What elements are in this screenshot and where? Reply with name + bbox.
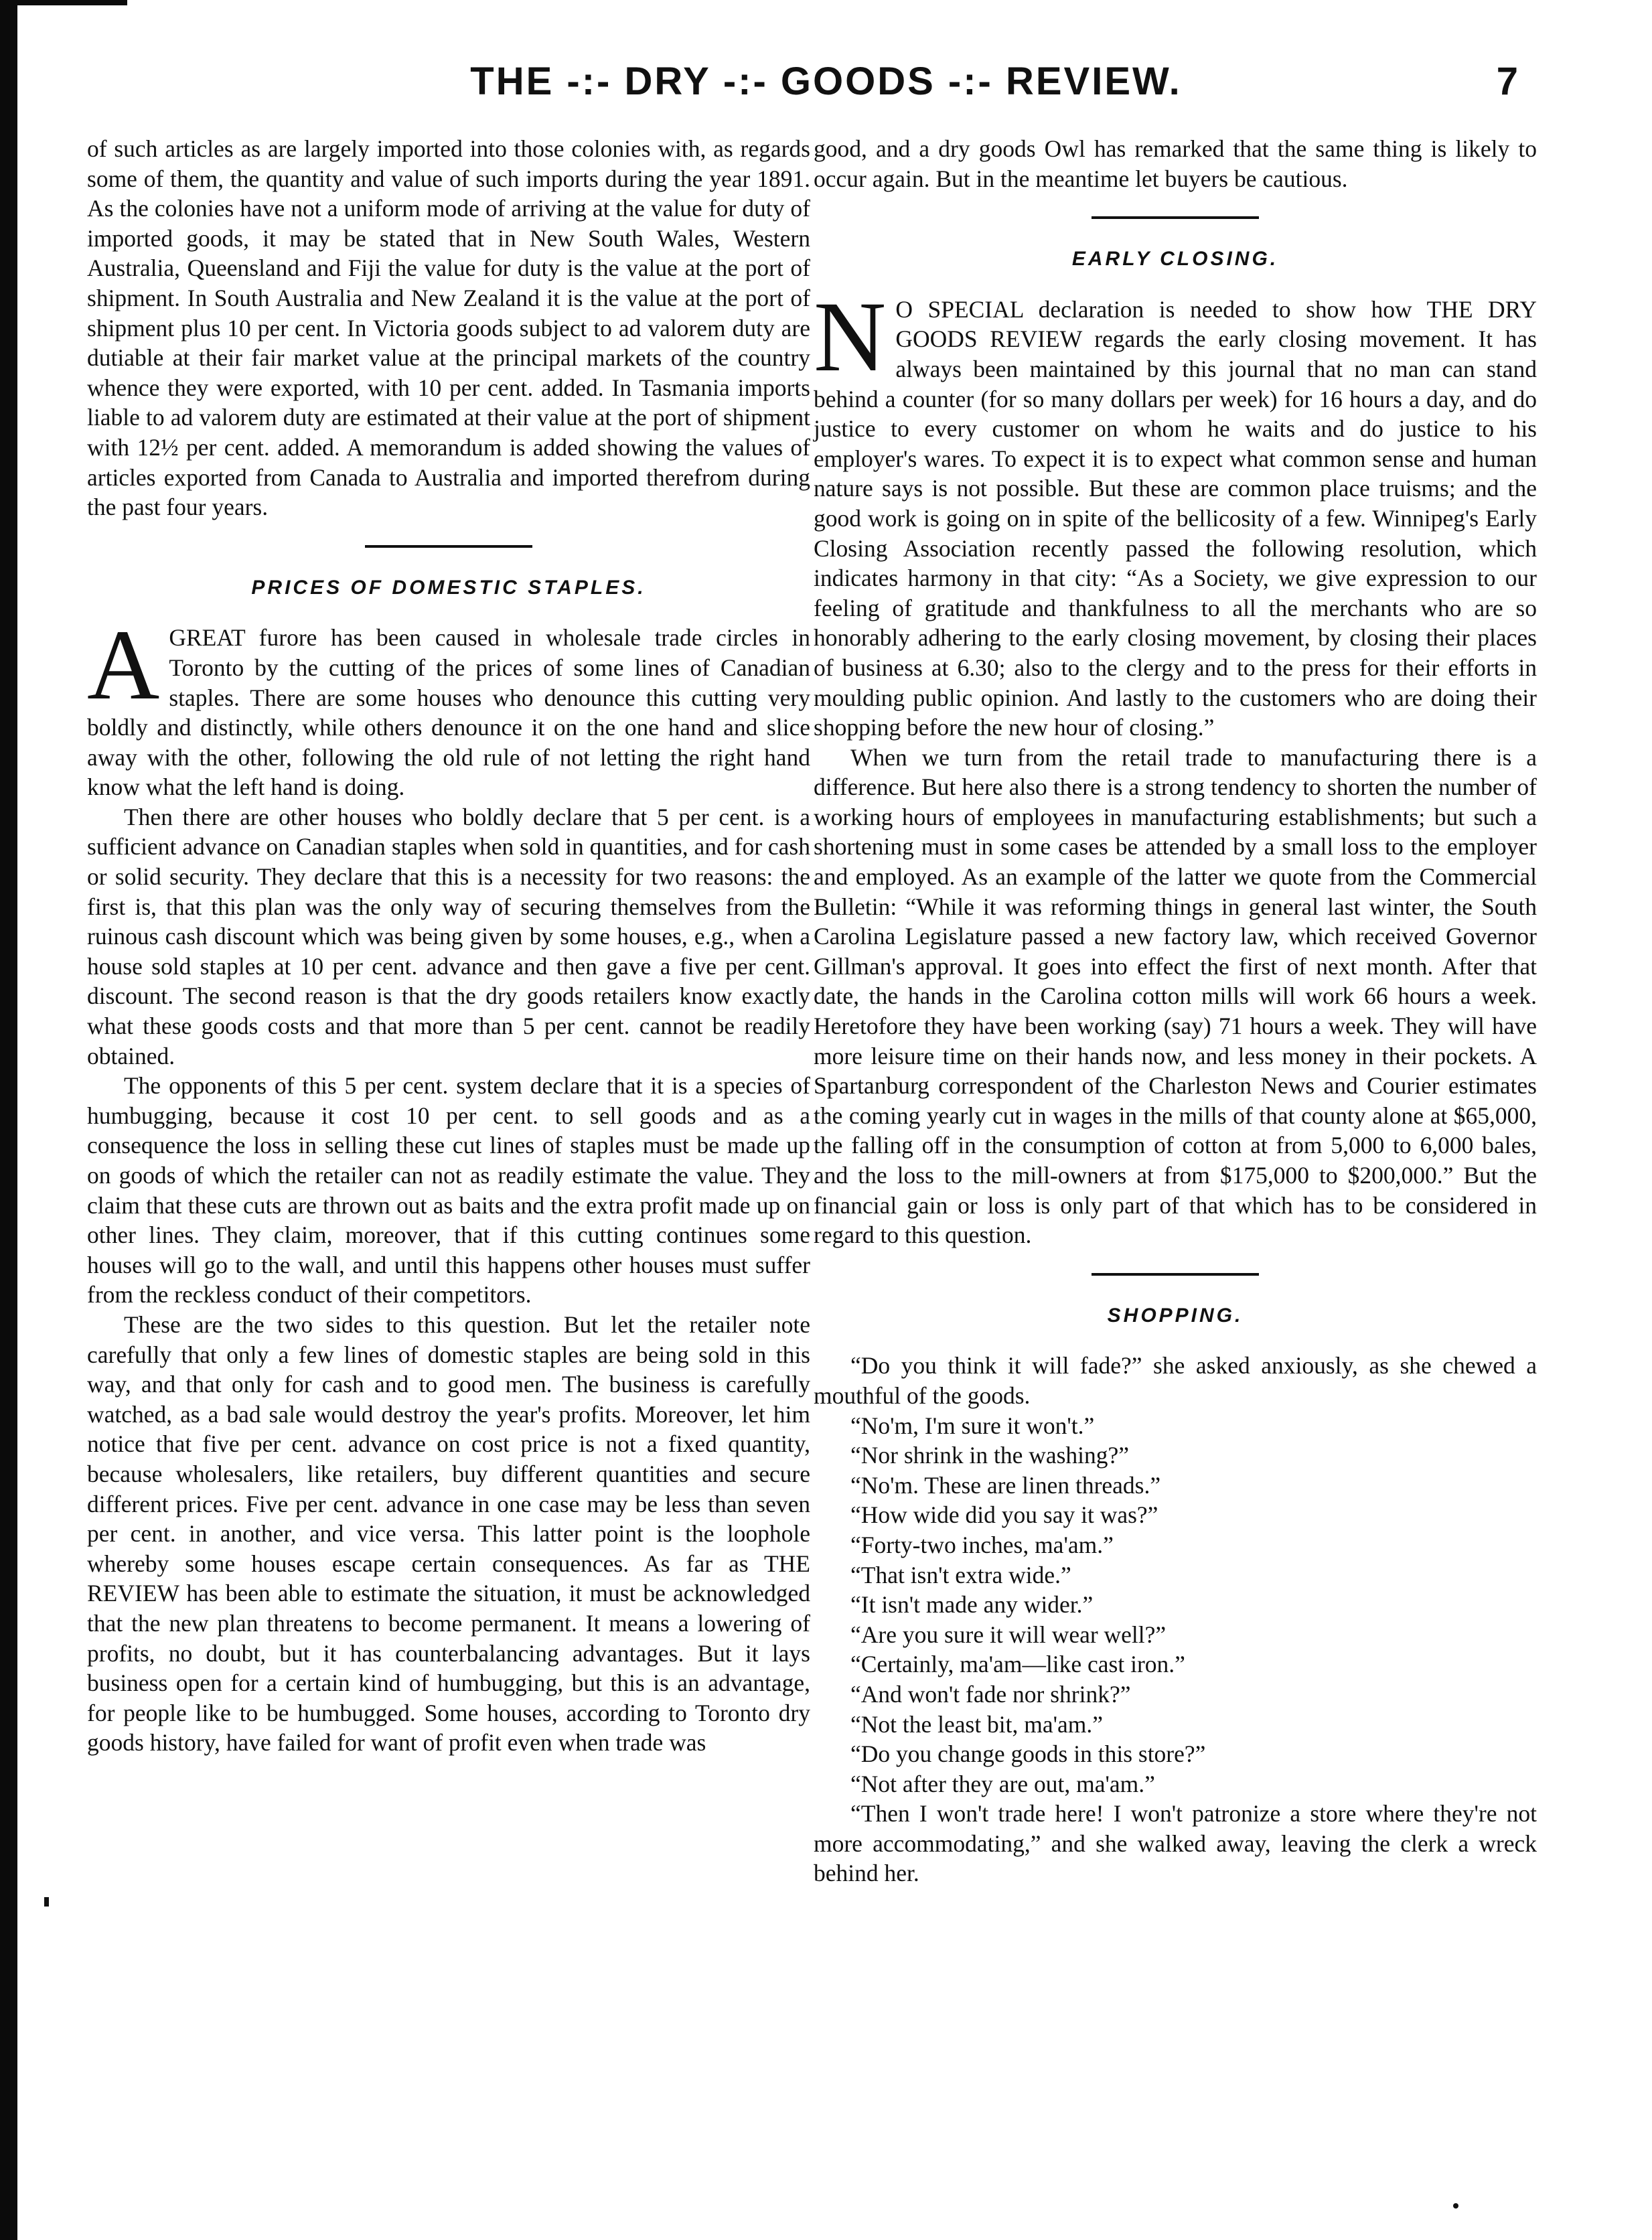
dialog-line: “Not after they are out, ma'am.” — [850, 1770, 1155, 1797]
dialog-line: “Then I won't trade here! I won't patronize a store where they're not more accommodating,” and she walked away, leaving the clerk a wreck behind her. — [814, 1800, 1537, 1887]
drop-cap: A — [87, 609, 160, 721]
masthead-title: THE -:- DRY -:- GOODS -:- REVIEW. — [470, 60, 1182, 103]
section-divider — [814, 194, 1537, 240]
dialog-line: “It isn't made any wider.” — [850, 1591, 1094, 1619]
right-column — [814, 134, 1537, 1888]
section-divider — [814, 1250, 1537, 1297]
dialog-line: “No'm. These are linen threads.” — [850, 1471, 1161, 1499]
paragraph: good, and a dry goods Owl has remarked that the same thing is likely to occur again. But in the meantime let buyers be cautious. — [814, 135, 1537, 192]
dialog-line: “Not the least bit, ma'am.” — [850, 1710, 1104, 1738]
dialog-line: “Certainly, ma'am—like cast iron.” — [850, 1651, 1185, 1678]
dialog-line: “Forty-two inches, ma'am.” — [850, 1531, 1114, 1558]
paragraph: Then there are other houses who boldly declare that 5 per cent. is a sufficient advance on Canadian staples when sold in quantities, and for cash or solid security. They declare that this is a necessity for two reasons: the first is, that this plan was the only way of securing themselves from the ruinous cash discount which was being given by some houses, e.g., when a house sold staples at 10 per cent. advance and then gave a five per cent. discount. The second reason is that the dry goods retailers know exactly what these goods costs and that more than 5 per cent. cannot be readily obtained. — [87, 803, 810, 1069]
dialog-line: “Do you change goods in this store?” — [850, 1740, 1206, 1768]
dialog-line: “Are you sure it will wear well?” — [850, 1621, 1167, 1648]
paragraph-dropcap — [814, 281, 1537, 743]
paragraph: of such articles as are largely imported into those colonies with, as regards some of them, the quantity and value of such imports during the year 1891. As the colonies have not a uniform mode of arriving at the value for duty of imported goods, it may be stated that in New South Wales, Western Australia, Queensland and Fiji the value for duty is the value at the port of shipment. In South Australia and New Zealand it is the value at the port of shipment plus 10 per cent. In Victoria goods subject to ad valorem duty are dutiable at their fair market value at the principal markets of the country whence they were exported, with 10 per cent. added. In Tasmania imports liable to ad valorem duty are estimated at their value at the port of shipment with 12½ per cent. added. A memorandum is added showing the values of articles exported from Canada to Australia and imported therefrom during the past four years. — [87, 135, 810, 521]
section-divider — [87, 522, 810, 569]
dialog-line: “Nor shrink in the washing?” — [850, 1442, 1130, 1469]
paragraph-text: O SPECIAL declaration is needed to show how THE DRY GOODS REVIEW regards the early closing movement. It has always been maintained by this journal that no man can stand behind a counter (for so many dollars per week) for 16 hours a day, and do justice to every customer on whom he waits and do justice to his employer's wares. To expect it is to expect what common sense and human nature says is not possible. But these are common place truisms; and the good work is going on in spite of the bellicosity of a few. Winnipeg's Early Closing Association recently passed the following resolution, which indicates harmony in that city: “As a Society, we give expression to our feeling of gratitude and thankfulness to all the merchants who are so honorably adhering to the early closing movement, by closing their places of business at 6.30; also to the clergy and to the press for their efforts in moulding public opinion. And lastly to the customers who are doing their shopping before the new hour of closing.” — [814, 295, 1537, 741]
paragraph-text: GREAT furore has been caused in wholesale trade circles in Toronto by the cutting of the prices of some lines of Canadian staples. There are some houses who denounce this cutting very boldly and distinctly, while others denounce it on the one hand and slice away with the other, following the old rule of not letting the right hand know what the left hand is doing. — [87, 624, 810, 801]
dialog-line: “How wide did you say it was?” — [850, 1501, 1158, 1529]
paragraph: The opponents of this 5 per cent. system declare that it is a species of humbugging, because it cost 10 per cent. to sell goods and as a consequence the loss in selling these cut lines of staples must be made up on goods of which the retailer can not as readily estimate the value. They claim that these cuts are thrown out as baits and the extra profit made up on other lines. They claim, moreover, that if this cutting continues some houses will go to the wall, and until this happens other houses must suffer from the reckless conduct of their competitors. — [87, 1072, 810, 1309]
section-heading-prices: PRICES OF DOMESTIC STAPLES. — [251, 576, 646, 599]
scan-edge-top — [0, 0, 127, 5]
dialog-block — [814, 1351, 1537, 1888]
dialog-line: “No'm, I'm sure it won't.” — [850, 1412, 1095, 1439]
dialog-line: “Do you think it will fade?” she asked anxiously, as she chewed a mouthful of the goods. — [814, 1352, 1537, 1409]
paragraph-dropcap — [87, 609, 810, 802]
dialog-line: “And won't fade nor shrink?” — [850, 1680, 1131, 1708]
dialog-line: “That isn't extra wide.” — [850, 1561, 1071, 1588]
page-header — [0, 59, 1652, 113]
scan-edge-bar — [0, 0, 17, 2240]
margin-mark — [44, 1897, 49, 1907]
paragraph: When we turn from the retail trade to manufacturing there is a difference. But here also there is a strong tendency to shorten the number of working hours of employees in manufacturing establishments; but such a shortening must in some cases be attended by a small loss to the employer and employed. As an example of the latter we quote from the Commercial Bulletin: “While it was reforming things in general last winter, the South Carolina Legislature passed a new factory law, which received Governor Gillman's approval. It goes into effect the first of next month. After that date, the hands in the Carolina cotton mills will work 66 hours a week. Heretofore they have been working (say) 71 hours a week. They will have more leisure time on their hands now, and less money in their pockets. A Spartanburg correspondent of the Charleston News and Courier estimates the coming yearly cut in wages in the mills of that county alone at $65,000, the falling off in the consumption of cotton at from 5,000 to 6,000 bales, and the loss to the mill-owners at from $175,000 to $200,000.” But the financial gain or loss is only part of that which has to be considered in regard to this question. — [814, 743, 1537, 1249]
paragraph: These are the two sides to this question. But let the retailer note carefully that only a few lines of domestic staples are being sold in this way, and that only for cash and to good men. The business is carefully watched, as a bad sale would destroy the year's profits. Moreover, let him notice that five per cent. advance on cost price is not a fixed quantity, because wholesalers, like retailers, buy different quantities and secure different prices. Five per cent. advance in one case may be less than seven per cent. in another, and vice versa. This latter point is the loophole whereby some houses escape certain consequences. As far as THE REVIEW has been able to estimate the situation, it must be acknowledged that the new plan threatens to become permanent. It means a lowering of profits, no doubt, but it has counterbalancing advantages. But it lays business open for a certain kind of humbugging, but this is an advantage, for people like to be humbugged. Some houses, according to Toronto dry goods history, have failed for want of profit even when trade was — [87, 1311, 810, 1757]
section-heading-early-closing: EARLY CLOSING. — [1071, 248, 1279, 271]
page-speck — [1453, 2203, 1458, 2209]
page-number: 7 — [1496, 60, 1518, 103]
section-heading-shopping: SHOPPING. — [1107, 1304, 1244, 1327]
left-column — [87, 134, 810, 1758]
drop-cap: N — [814, 281, 887, 392]
